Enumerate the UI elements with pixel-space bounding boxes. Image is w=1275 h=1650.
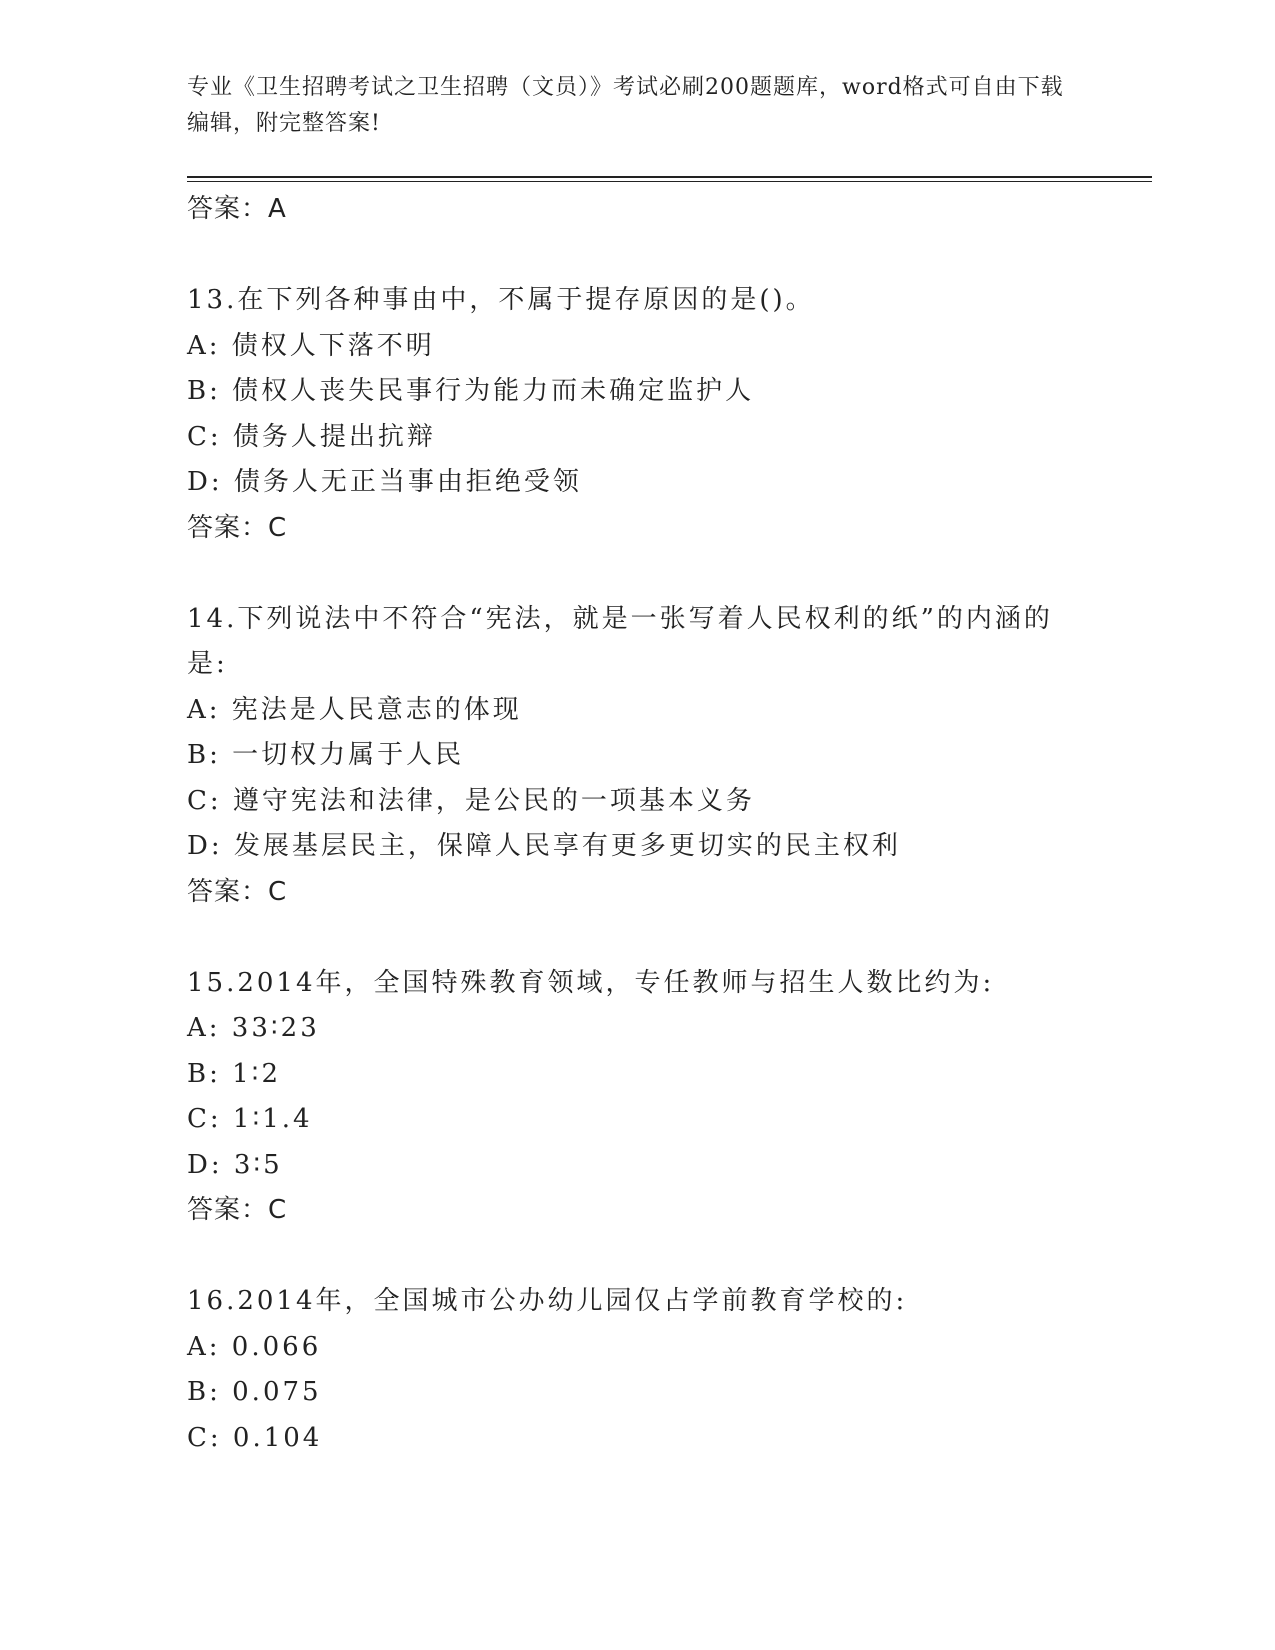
question-16-option-b: B: 0.075 [187,1377,322,1407]
question-14-answer: 答案：C [187,876,288,907]
question-13-option-c: C: 债务人提出抗辩 [187,421,436,452]
question-16-title: 16.2014年，全国城市公办幼儿园仅占学前教育学校的: [187,1286,908,1316]
question-13-title: 13.在下列各种事由中，不属于提存原因的是()。 [187,285,815,315]
header-text: 专业《卫生招聘考试之卫生招聘（文员）》考试必刷200题题库，word格式可自由下载编辑，附完整答案! [187,75,1064,136]
question-15-option-a: A: 33∶23 [187,1013,320,1043]
question-14-title-line2: 是: [187,649,228,679]
question-13-option-d: D: 债务人无正当事由拒绝受领 [187,467,582,497]
question-14-option-a: A: 宪法是人民意志的体现 [187,694,522,725]
question-15-option-b: B: 1∶2 [187,1058,281,1089]
question-15-option-d: D: 3∶5 [187,1149,283,1180]
spacer [187,1234,1087,1280]
header-rule-thin [187,181,1152,182]
question-13-option-b: B: 债权人丧失民事行为能力而未确定监护人 [187,376,755,406]
question-16-option-a: A: 0.066 [187,1331,322,1362]
question-list [187,187,1087,1461]
question-14-option-b: B: 一切权力属于人民 [187,740,465,770]
question-16-option-c: C: 0.104 [187,1422,323,1453]
answer-line: 答案：A [187,194,287,224]
spacer [187,233,1087,279]
question-15-title: 15.2014年，全国特殊教育领域，专任教师与招生人数比约为: [187,967,995,998]
question-14-title-line1: 14.下列说法中不符合“宪法，就是一张写着人民权利的纸”的内涵的 [187,603,1053,634]
header-rule-thick [187,176,1152,178]
question-13-option-a: A: 债权人下落不明 [187,330,435,361]
question-15-answer: 答案：C [187,1195,288,1225]
question-15-option-c: C: 1∶1.4 [187,1104,313,1134]
document-header [187,70,1067,142]
spacer [187,915,1087,961]
question-13-answer: 答案：C [187,512,288,543]
question-14-option-c: C: 遵守宪法和法律，是公民的一项基本义务 [187,785,755,816]
question-14-option-d: D: 发展基层民主，保障人民享有更多更切实的民主权利 [187,831,901,861]
spacer [187,551,1087,597]
